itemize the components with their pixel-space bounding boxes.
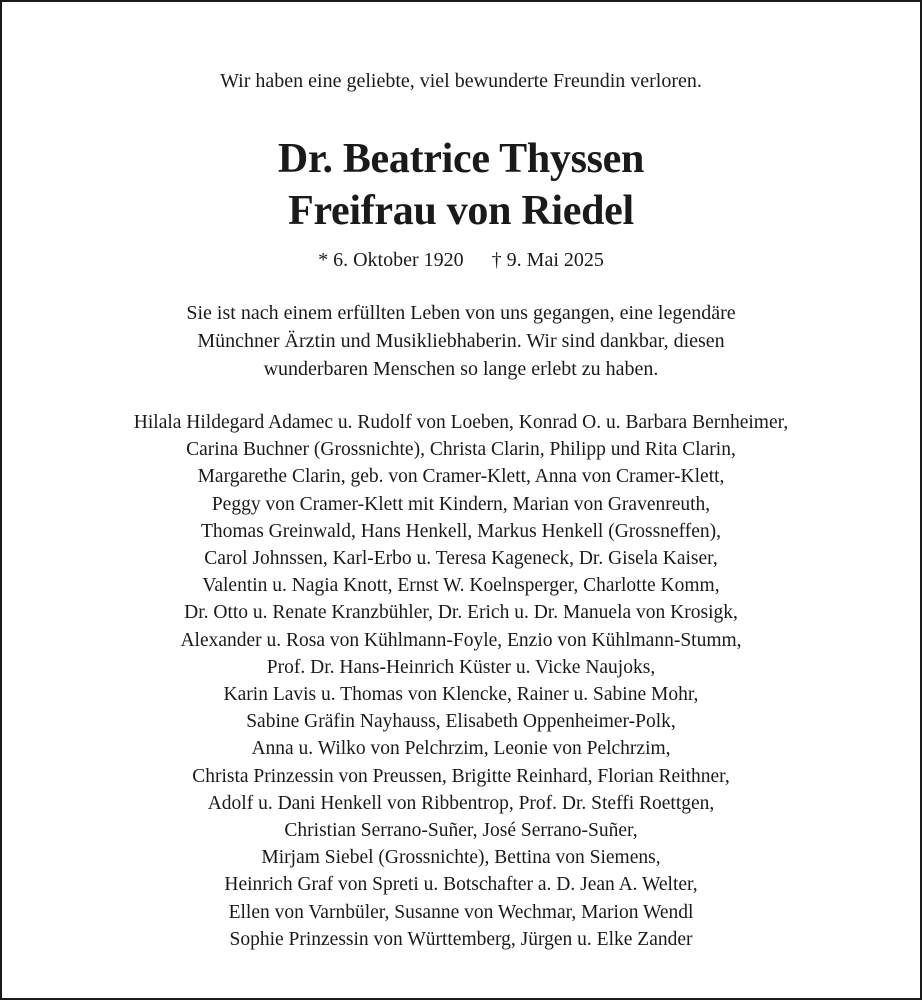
mourner-line: Carina Buchner (Grossnichte), Christa Clarin, Philipp und Rita Clarin, <box>186 439 736 461</box>
mourner-line: Adolf u. Dani Henkell von Ribbentrop, Prof. Dr. Steffi Roettgen, <box>207 792 715 814</box>
mourner-line: Heinrich Graf von Spreti u. Botschafter a. D. Jean A. Welter, <box>224 874 698 896</box>
mourners-list <box>2 409 920 953</box>
mourner-line: Valentin u. Nagia Knott, Ernst W. Koelnsperger, Charlotte Komm, <box>202 575 720 597</box>
mourner-line: Mirjam Siebel (Grossnichte), Bettina von Siemens, <box>261 847 661 869</box>
mourner-line: Thomas Greinwald, Hans Henkell, Markus Henkell (Grossneffen), <box>200 520 722 542</box>
mourner-line: Margarethe Clarin, geb. von Cramer-Klett, Anna von Cramer-Klett, <box>197 466 725 488</box>
mourner-line: Sabine Gräfin Nayhauss, Elisabeth Oppenheimer-Polk, <box>246 711 676 733</box>
death-date: † 9. Mai 2025 <box>491 249 604 271</box>
mourner-line: Alexander u. Rosa von Kühlmann-Foyle, Enzio von Kühlmann-Stumm, <box>180 629 742 651</box>
message-line: Münchner Ärztin und Musikliebhaberin. Wir sind dankbar, diesen <box>197 330 725 352</box>
intro-line: Wir haben eine geliebte, viel bewunderte Freundin verloren. <box>220 70 702 92</box>
message-line: Sie ist nach einem erfüllten Leben von uns gegangen, eine legendäre <box>186 302 736 324</box>
life-dates <box>2 245 920 275</box>
memorial-message <box>2 299 920 383</box>
name-line-2: Freifrau von Riedel <box>288 188 634 234</box>
mourner-line: Ellen von Varnbüler, Susanne von Wechmar, Marion Wendl <box>228 901 694 923</box>
mourner-line: Sophie Prinzessin von Württemberg, Jürgen u. Elke Zander <box>229 928 693 950</box>
mourner-line: Anna u. Wilko von Pelchrzim, Leonie von Pelchrzim, <box>251 738 671 760</box>
mourner-line: Christian Serrano-Suñer, José Serrano-Suñer, <box>284 820 638 842</box>
mourner-line: Prof. Dr. Hans-Heinrich Küster u. Vicke Naujoks, <box>266 656 656 678</box>
mourner-line: Carol Johnssen, Karl-Erbo u. Teresa Kageneck, Dr. Gisela Kaiser, <box>204 548 718 570</box>
birth-date: * 6. Oktober 1920 <box>318 249 464 271</box>
name-line-1: Dr. Beatrice Thyssen <box>277 136 645 182</box>
mourner-line: Hilala Hildegard Adamec u. Rudolf von Loeben, Konrad O. u. Barbara Bernheimer, <box>133 412 789 433</box>
message-line: wunderbaren Menschen so lange erlebt zu haben. <box>263 358 659 380</box>
mourner-line: Dr. Otto u. Renate Kranzbühler, Dr. Erich u. Dr. Manuela von Krosigk, <box>184 602 738 624</box>
mourner-line: Peggy von Cramer-Klett mit Kindern, Marian von Gravenreuth, <box>211 493 711 515</box>
deceased-name <box>2 133 920 237</box>
mourner-line: Christa Prinzessin von Preussen, Brigitte Reinhard, Florian Reithner, <box>192 765 730 787</box>
mourner-line: Karin Lavis u. Thomas von Klencke, Rainer u. Sabine Mohr, <box>223 684 699 706</box>
